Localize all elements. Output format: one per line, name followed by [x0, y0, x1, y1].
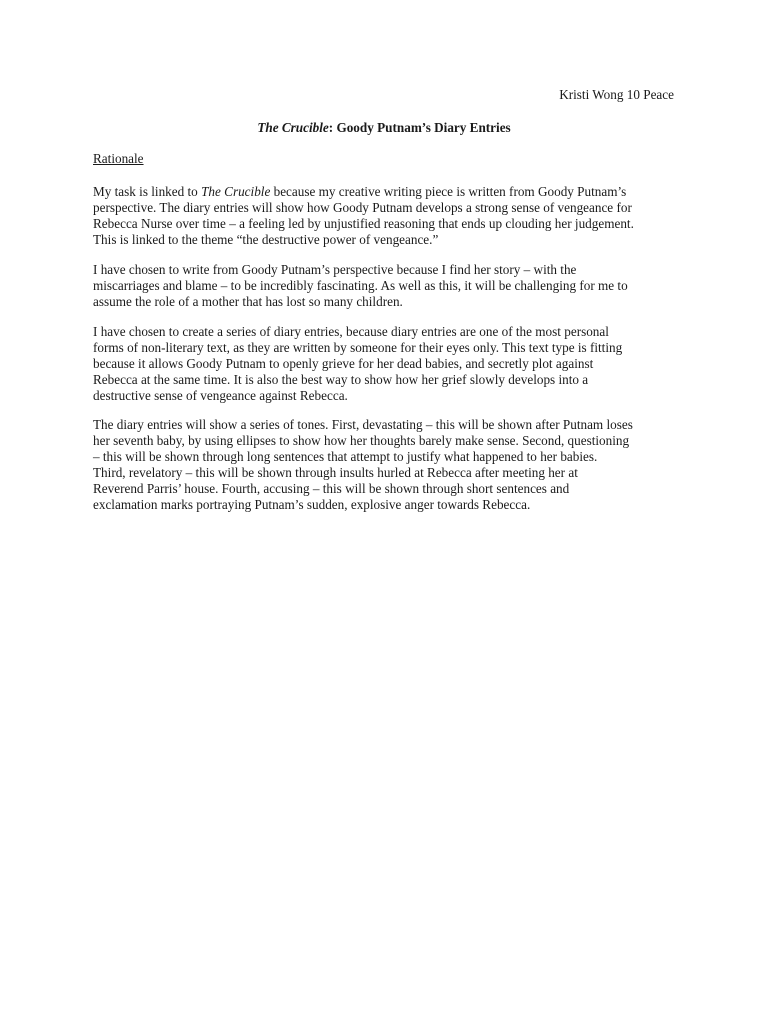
paragraph-line: miscarriages and blame – to be incredibly fascinating. As well as this, it will be challenging for me to: [93, 278, 628, 293]
paragraph-1: [93, 184, 693, 248]
title-italic: The Crucible: [257, 120, 329, 135]
paragraph-line: This is linked to the theme “the destructive power of vengeance.”: [93, 232, 439, 247]
paragraph-line: I have chosen to create a series of diary entries, because diary entries are one of the most personal: [93, 324, 609, 339]
paragraph-line: perspective. The diary entries will show how Goody Putnam develops a strong sense of vengeance for: [93, 200, 632, 215]
paragraph-line: [93, 184, 693, 200]
paragraph-line: I have chosen to write from Goody Putnam’s perspective because I find her story – with the: [93, 262, 577, 277]
text-run: My task is linked to: [93, 184, 202, 199]
paragraph-line: Third, revelatory – this will be shown through insults hurled at Rebecca after meeting her at: [93, 465, 578, 480]
section-heading: Rationale: [93, 151, 144, 166]
text-run: because my creative writing piece is written from Goody Putnam’s: [270, 184, 627, 199]
paragraph-line: her seventh baby, by using ellipses to show how her thoughts barely make sense. Second, questioning: [93, 433, 630, 448]
paragraph-line: assume the role of a mother that has lost so many children.: [93, 294, 403, 309]
author-line: Kristi Wong 10 Peace: [559, 87, 674, 102]
paragraph-line: Reverend Parris’ house. Fourth, accusing – this will be shown through short sentences and: [93, 481, 570, 496]
paragraph-line: exclamation marks portraying Putnam’s sudden, explosive anger towards Rebecca.: [93, 497, 531, 512]
paragraph-line: forms of non-literary text, as they are written by someone for their eyes only. This text type is fitting: [93, 340, 623, 355]
document-title: [0, 120, 768, 136]
paragraph-line: – this will be shown through long sentences that attempt to justify what happened to her babies.: [93, 449, 598, 464]
paragraph-line: Rebecca at the same time. It is also the best way to show how her grief slowly develops into a: [93, 372, 589, 387]
paragraph-3: [93, 324, 693, 404]
italic-text-run: The Crucible: [201, 184, 271, 199]
paragraph-line: destructive sense of vengeance against Rebecca.: [93, 388, 348, 403]
title-rest: : Goody Putnam’s Diary Entries: [328, 120, 511, 135]
paragraph-line: because it allows Goody Putnam to openly grieve for her dead babies, and secretly plot against: [93, 356, 594, 371]
paragraph-line: The diary entries will show a series of tones. First, devastating – this will be shown after Putnam loses: [93, 417, 633, 432]
paragraph-line: Rebecca Nurse over time – a feeling led by unjustified reasoning that ends up clouding her judgement.: [93, 216, 634, 231]
paragraph-2: [93, 262, 693, 310]
paragraph-4: [93, 417, 693, 513]
